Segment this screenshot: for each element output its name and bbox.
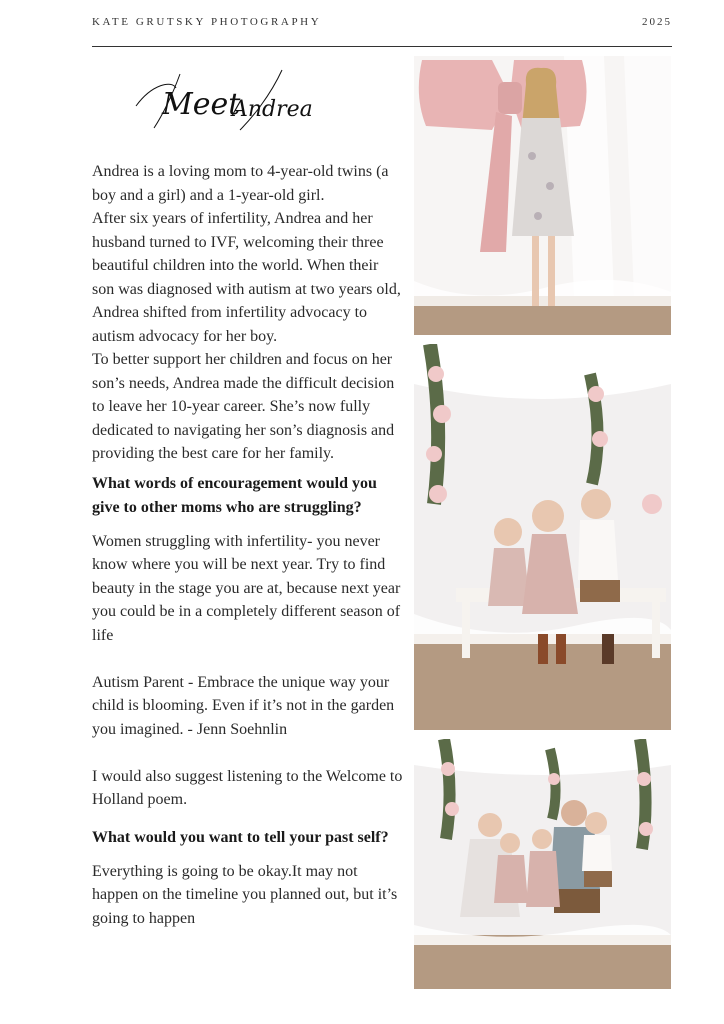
photo-kids-on-bench (414, 344, 671, 730)
header-divider (92, 46, 672, 47)
article-text (92, 160, 404, 930)
question-past-self: What would you want to tell your past self? (92, 828, 389, 846)
answer-holland: I would also suggest listening to the Welcome to Holland poem. (92, 767, 403, 808)
issue-year: 2025 (642, 16, 672, 28)
bio-paragraph-1: Andrea is a loving mom to 4-year-old twins (a boy and a girl) and a 1-year-old girl. (92, 163, 389, 204)
answer-autism: Autism Parent - Embrace the unique way your child is blooming. Even if it’s not in the garden you imagined. - Jenn Soehnlin (92, 673, 395, 738)
signature-second-word: Andrea (232, 97, 313, 122)
meet-andrea-signature (132, 66, 332, 136)
answer-past-self: Everything is going to be okay.It may not happen on the timeline you planned out, but it’s going to happen (92, 862, 398, 927)
question-encouragement: What words of encouragement would you give to other moms who are struggling? (92, 474, 377, 516)
bio-paragraph-2: After six years of infertility, Andrea and her husband turned to IVF, welcoming their three beautiful children into the world. When their son was diagnosed with autism at two years old, Andrea shifted from infertility advocacy to autism advocacy for her boy. (92, 210, 401, 345)
photo-family-portrait (414, 739, 671, 989)
brand-name: KATE GRUTSKY PHOTOGRAPHY (92, 16, 322, 28)
photo-andrea-portrait (414, 56, 671, 335)
bio-paragraph-3: To better support her children and focus on her son’s needs, Andrea made the difficult decision to leave her 10-year career. She’s now fully dedicated to navigating her son’s diagnosis and providing the best care for her family. (92, 351, 395, 462)
signature-first-word: Meet (162, 87, 241, 122)
answer-infertility: Women struggling with infertility- you never know where you will be next year. Try to find beauty in the stage you are at, because next year you could be in a completely different season of life (92, 532, 401, 644)
